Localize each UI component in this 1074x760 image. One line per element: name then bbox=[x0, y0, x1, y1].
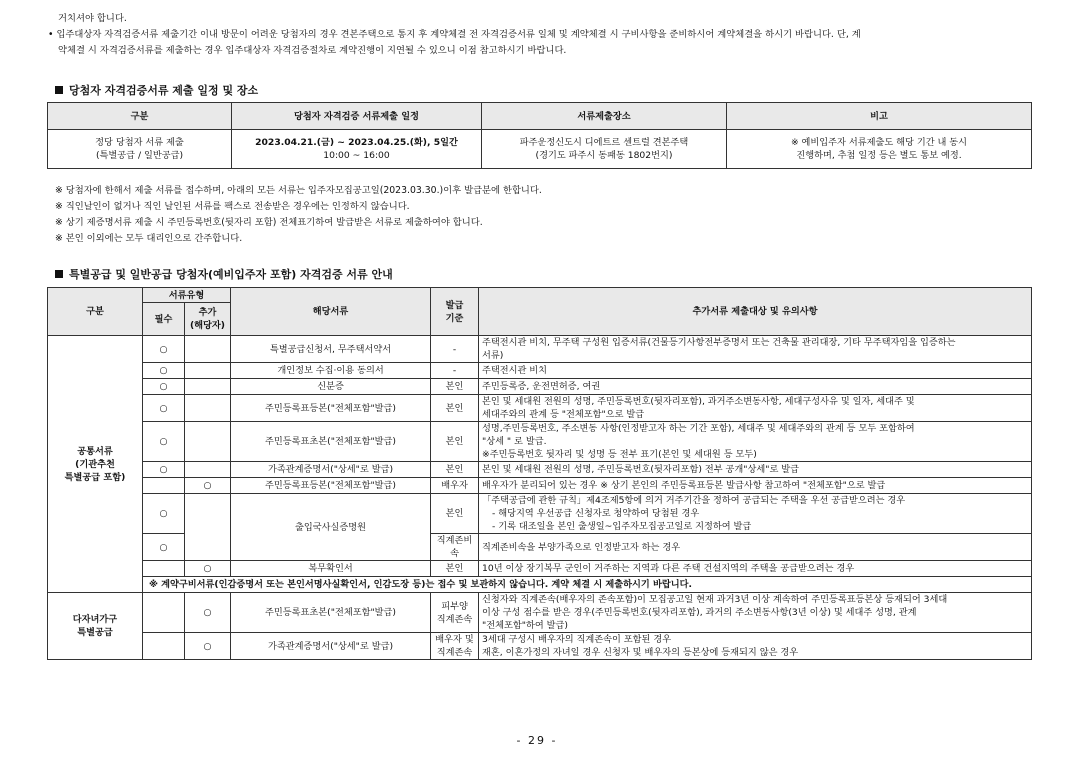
issue-basis: 본인 bbox=[431, 379, 479, 395]
intro-line: 거치셔야 합니다. bbox=[58, 13, 127, 24]
table-header: 추가 (해당자) bbox=[185, 303, 231, 336]
group-label: 공통서류 (기관추천 특별공급 포함) bbox=[48, 336, 143, 593]
required-mark: ○ bbox=[143, 363, 185, 379]
issue-basis: 피부양 직계존속 bbox=[431, 593, 479, 633]
table-cell: 파주운정신도시 디에트르 센트럴 견본주택 (경기도 파주시 동패동 1802번지) bbox=[482, 130, 727, 169]
issue-basis: 직계존비속 bbox=[431, 534, 479, 561]
note-line: ※ 직인날인이 없거나 직인 날인된 서류를 팩스로 전송받은 경우에는 인정하지 않습니다. bbox=[55, 201, 410, 212]
note-cell: 본인 및 세대원 전원의 성명, 주민등록번호(뒷자리포함) 전부 공개"상세"로 발급 bbox=[479, 462, 1032, 478]
document-name: 가족관계증명서("상세"로 발급) bbox=[231, 462, 431, 478]
note-cell: 주택전시관 비치 bbox=[479, 363, 1032, 379]
square-bullet-icon bbox=[55, 86, 63, 94]
document-name: 주민등록표등본("전체포함"발급) bbox=[231, 478, 431, 494]
documents-table bbox=[47, 287, 1032, 660]
issue-basis: 본인 bbox=[431, 561, 479, 577]
section-title: 특별공급 및 일반공급 당첨자(예비입주자 포함) 자격검증 서류 안내 bbox=[69, 268, 393, 281]
required-mark: ○ bbox=[143, 494, 185, 534]
intro-line: • 입주대상자 자격검증서류 제출기간 이내 방문이 어려운 당첨자의 경우 견본주택으로 통지 후 계약체결 전 자격검증서류 일체 및 계약체결 시 구비사항을 준비하시어 계약체결을 하시기 바랍니다. 단, 계 bbox=[48, 29, 861, 40]
table-row bbox=[48, 633, 1032, 660]
page-number: - 29 - bbox=[516, 734, 558, 747]
table-row bbox=[48, 336, 1032, 363]
note-cell: 본인 및 세대원 전원의 성명, 주민등록번호(뒷자리포함), 과거주소변동사항, 세대구성사유 및 일자, 세대주 및 세대주와의 관계 등 "전체포함"으로 발급 bbox=[479, 395, 1032, 422]
additional-mark: ○ bbox=[185, 633, 231, 660]
table-row bbox=[48, 494, 1032, 534]
document-name: 특별공급신청서, 무주택서약서 bbox=[231, 336, 431, 363]
issue-basis: - bbox=[431, 336, 479, 363]
table-row bbox=[48, 462, 1032, 478]
document-name: 신분증 bbox=[231, 379, 431, 395]
table-header: 당첨자 자격검증 서류제출 일정 bbox=[232, 103, 482, 130]
required-mark: ○ bbox=[143, 534, 185, 561]
table-header: 비고 bbox=[727, 103, 1032, 130]
table-header: 구분 bbox=[48, 103, 232, 130]
document-name: 복무확인서 bbox=[231, 561, 431, 577]
table-row bbox=[48, 422, 1032, 462]
table-row bbox=[48, 130, 1032, 169]
table-header: 서류유형 bbox=[143, 288, 231, 303]
table-header: 발급 기준 bbox=[431, 288, 479, 336]
table-cell: 2023.04.21.(금) ~ 2023.04.25.(화), 5일간 10:00 ~ 16:00 bbox=[232, 130, 482, 169]
note-cell: 10년 이상 장기복무 군인이 거주하는 지역과 다른 주택 건설지역의 주택을 공급받으려는 경우 bbox=[479, 561, 1032, 577]
issue-basis: 배우자 및 직계존속 bbox=[431, 633, 479, 660]
issue-basis: 본인 bbox=[431, 494, 479, 534]
issue-basis: 본인 bbox=[431, 422, 479, 462]
intro-line: 약체결 시 자격검증서류를 제출하는 경우 입주대상자 자격검증절차로 계약진행이 지연될 수 있으니 이점 참고하시기 바랍니다. bbox=[58, 45, 567, 56]
note-cell: 배우자가 분리되어 있는 경우 ※ 상기 본인의 주민등록표등본 발급사항 참고하여 "전체포함"으로 발급 bbox=[479, 478, 1032, 494]
required-mark: ○ bbox=[143, 422, 185, 462]
table-header: 구분 bbox=[48, 288, 143, 336]
note-cell: 주민등록증, 운전면허증, 여권 bbox=[479, 379, 1032, 395]
note-cell: 신청자와 직계존속(배우자의 존속포함)이 모집공고일 현재 과거3년 이상 계속하여 주민등록표등본상 등재되어 3세대 이상 구성 점수를 받은 경우(주민등록번호(뒷자리포함), 과거의 주소변동사항(3년 이상) 및 세대주 성명, 관계 "전체포함"하여 발급) bbox=[479, 593, 1032, 633]
issue-basis: 본인 bbox=[431, 395, 479, 422]
additional-mark: ○ bbox=[185, 561, 231, 577]
document-name: 주민등록표등본("전체포함"발급) bbox=[231, 395, 431, 422]
document-name: 출입국사실증명원 bbox=[231, 494, 431, 561]
table-row bbox=[48, 395, 1032, 422]
table-cell: 정당 당첨자 서류 제출 (특별공급 / 일반공급) bbox=[48, 130, 232, 169]
group-label: 다자녀가구 특별공급 bbox=[48, 593, 143, 660]
note-line: ※ 당첨자에 한해서 제출 서류를 접수하며, 아래의 모든 서류는 입주자모집공고일(2023.03.30.)이후 발급분에 한합니다. bbox=[55, 185, 542, 196]
additional-mark: ○ bbox=[185, 478, 231, 494]
issue-basis: 배우자 bbox=[431, 478, 479, 494]
note-cell: 직계존비속을 부양가족으로 인정받고자 하는 경우 bbox=[479, 534, 1032, 561]
note-cell: 주택전시관 비치, 무주택 구성원 입증서류(건물등기사항전부증명서 또는 건축물 관리대장, 기타 무주택자임을 입증하는 서류) bbox=[479, 336, 1032, 363]
additional-mark: ○ bbox=[185, 593, 231, 633]
required-mark: ○ bbox=[143, 336, 185, 363]
table-header: 추가서류 제출대상 및 유의사항 bbox=[479, 288, 1032, 336]
table-row bbox=[48, 379, 1032, 395]
table-row bbox=[48, 561, 1032, 577]
table-header: 서류제출장소 bbox=[482, 103, 727, 130]
required-mark: ○ bbox=[143, 395, 185, 422]
section-heading bbox=[55, 82, 258, 98]
note-cell: 3세대 구성시 배우자의 직계존속이 포함된 경우 재혼, 이혼가정의 자녀일 경우 신청자 및 배우자의 등본상에 등재되지 않은 경우 bbox=[479, 633, 1032, 660]
table-row bbox=[48, 593, 1032, 633]
required-mark: ○ bbox=[143, 462, 185, 478]
note-cell: 성명,주민등록번호, 주소변동 사항(인정받고자 하는 기간 포함), 세대주 및 세대주와의 관계 등 모두 포함하여 "상세 " 로 발급. ※주민등록번호 뒷자리 및 성명 등 전부 표기(본인 및 세대원 등 모두) bbox=[479, 422, 1032, 462]
square-bullet-icon bbox=[55, 270, 63, 278]
table-row bbox=[48, 478, 1032, 494]
issue-basis: 본인 bbox=[431, 462, 479, 478]
document-name: 주민등록표초본("전체포함"발급) bbox=[231, 422, 431, 462]
table-header: 해당서류 bbox=[231, 288, 431, 336]
section-title: 당첨자 자격검증서류 제출 일정 및 장소 bbox=[69, 84, 259, 97]
note-line: ※ 본인 이외에는 모두 대리인으로 간주합니다. bbox=[55, 233, 243, 244]
schedule-table bbox=[47, 102, 1032, 169]
table-row bbox=[48, 577, 1032, 593]
required-mark: ○ bbox=[143, 379, 185, 395]
table-cell: ※ 예비입주자 서류제출도 해당 기간 내 동시 진행하며, 추첨 일정 등은 별도 통보 예정. bbox=[727, 130, 1032, 169]
note-cell: 「주택공급에 관한 규칙」제4조제5항에 의거 거주기간을 정하여 공급되는 주택을 우선 공급받으려는 경우 - 해당지역 우선공급 신청자로 청약하여 당첨된 경우 - 기록 대조일을 본인 출생일~입주자모집공고일로 지정하여 발급 bbox=[479, 494, 1032, 534]
table-row bbox=[48, 363, 1032, 379]
table-header: 필수 bbox=[143, 303, 185, 336]
issue-basis: - bbox=[431, 363, 479, 379]
warning-note: ※ 계약구비서류(인감증명서 또는 본인서명사실확인서, 인감도장 등)는 접수 및 보관하지 않습니다. 계약 체결 시 제출하시기 바랍니다. bbox=[143, 577, 1032, 593]
document-name: 가족관계증명서("상세"로 발급) bbox=[231, 633, 431, 660]
document-name: 개인정보 수집·이용 동의서 bbox=[231, 363, 431, 379]
note-line: ※ 상기 제증명서류 제출 시 주민등록번호(뒷자리 포함) 전체표기하여 발급받은 서류로 제출하여야 합니다. bbox=[55, 217, 483, 228]
document-name: 주민등록표초본("전체포함"발급) bbox=[231, 593, 431, 633]
section-heading bbox=[55, 266, 393, 282]
